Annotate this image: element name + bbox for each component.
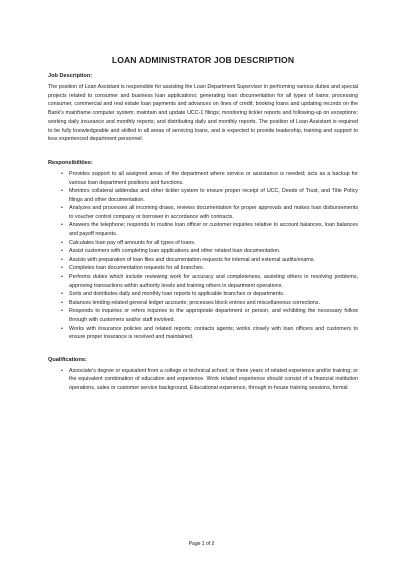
bullet-icon: • — [61, 205, 63, 212]
bullet-icon: • — [61, 222, 63, 229]
qualifications-heading: Qualifications: — [48, 356, 87, 363]
list-item-text: Responds to inquiries or refers inquiries to the appropriate department or person, and exhibiting the necessary follow through with customers and/or staff involved. — [69, 308, 358, 324]
bullet-icon: • — [61, 291, 63, 298]
section-spacer — [48, 144, 358, 159]
list-item-text: Assist customers with completing loan applications and other related loan documentation. — [69, 248, 281, 255]
list-item-text: Analyzes and processes all incoming draws, reviews documentation for proper approvals and makes loan disbursements to voucher control company or borrower in accordance with contracts. — [69, 205, 358, 220]
bullet-icon: • — [61, 239, 63, 246]
list-item — [48, 247, 358, 256]
list-item — [48, 221, 358, 238]
list-item-text: Completes loan documentation requests for all branches. — [69, 265, 205, 272]
responsibilities-heading: Responsibilities: — [48, 159, 93, 166]
list-item — [48, 170, 358, 187]
list-item-text: Works with insurance policies and related reports; contacts agents; works closely with loan officers and customers to ensure proper insurance is received and maintained. — [69, 325, 358, 341]
bullet-icon: • — [61, 274, 63, 281]
list-item-text: Monitors collateral addendas and other tickler system to ensure proper receipt of UCC, Deeds of Trust, and Title Policy filings and other documentation. — [69, 188, 358, 203]
list-item — [48, 307, 358, 324]
bullet-icon: • — [61, 248, 63, 255]
job-description-heading: Job Description: — [48, 73, 93, 79]
list-item — [48, 299, 358, 308]
list-item-text: Assists with preparation of loan files and documentation requests for internal and external audits/exams. — [69, 256, 315, 263]
list-item — [48, 239, 358, 248]
qualifications-list — [48, 367, 358, 393]
responsibilities-list — [48, 170, 358, 342]
section-spacer — [48, 342, 358, 356]
job-description-paragraph: The position of Loan Assistant is responsible for assisting the Loan Department Supervisor in performing various duties and special projects related to consumer and business loan applications; generating loan documentation for all types of loans; processing consumer, commercial and real estate loan payments and advances on lines of credit; booking loans and updating records on the Bank's mainframe computer system; maintain and update UCC-1 filings; monitoring tickler reports and following-up on exceptions; working daily insurance and monthly reports; and distributing daily and monthly reports. The position of Loan Assistant is required to be fully knowledgeable and skilled in all areas of servicing loans, and is expected to provide leadership, training and support to less experienced department personnel. — [48, 84, 358, 143]
list-item-text: Provides support to all assigned areas of the department where service or assistance is needed; acts as a backup for various loan department positions and functions. — [69, 170, 358, 186]
list-item-text: Calculates loan pay off amounts for all types of loans. — [69, 239, 196, 246]
bullet-icon: • — [61, 188, 63, 195]
list-item-text: Sorts and distributes daily and monthly loan reports to applicable branches or departments. — [69, 291, 285, 298]
list-item — [48, 187, 358, 204]
bullet-icon: • — [61, 299, 63, 306]
list-item — [48, 325, 358, 342]
list-item — [48, 290, 358, 299]
list-item — [48, 256, 358, 265]
list-item-text: Associate's degree or equivalent from a college or technical school; or three years of related experience and/or training; or the equivalent combination of education and experience. Work related experience should consist of a financial institution operations, sales or customer service background. Educational experience, through in-house training sessions, formal — [69, 367, 358, 391]
bullet-icon: • — [61, 170, 63, 177]
page-footer: Page 1 of 2 — [188, 541, 215, 547]
bullet-icon: • — [61, 256, 63, 263]
list-item-text: Performs duties which include reviewing work for accuracy and completeness, assisting others in resolving problems, approving transactions within authority levels and training others in department operations. — [69, 274, 358, 289]
list-item-text: Balances lending-related general ledger accounts; processes block entries and miscellaneous corrections. — [69, 299, 320, 306]
list-item — [48, 264, 358, 273]
bullet-icon: • — [61, 325, 63, 332]
document-body — [48, 55, 358, 393]
list-item — [48, 367, 358, 393]
bullet-icon: • — [61, 265, 63, 272]
list-item — [48, 273, 358, 290]
list-item — [48, 204, 358, 221]
bullet-icon: • — [61, 367, 63, 374]
bullet-icon: • — [61, 308, 63, 315]
document-title: LOAN ADMINISTRATOR JOB DESCRIPTION — [111, 55, 295, 65]
list-item-text: Answers the telephone; responds to routine loan officer or customer inquiries relative to account balances, loan balances and payoff requests. — [69, 222, 358, 238]
